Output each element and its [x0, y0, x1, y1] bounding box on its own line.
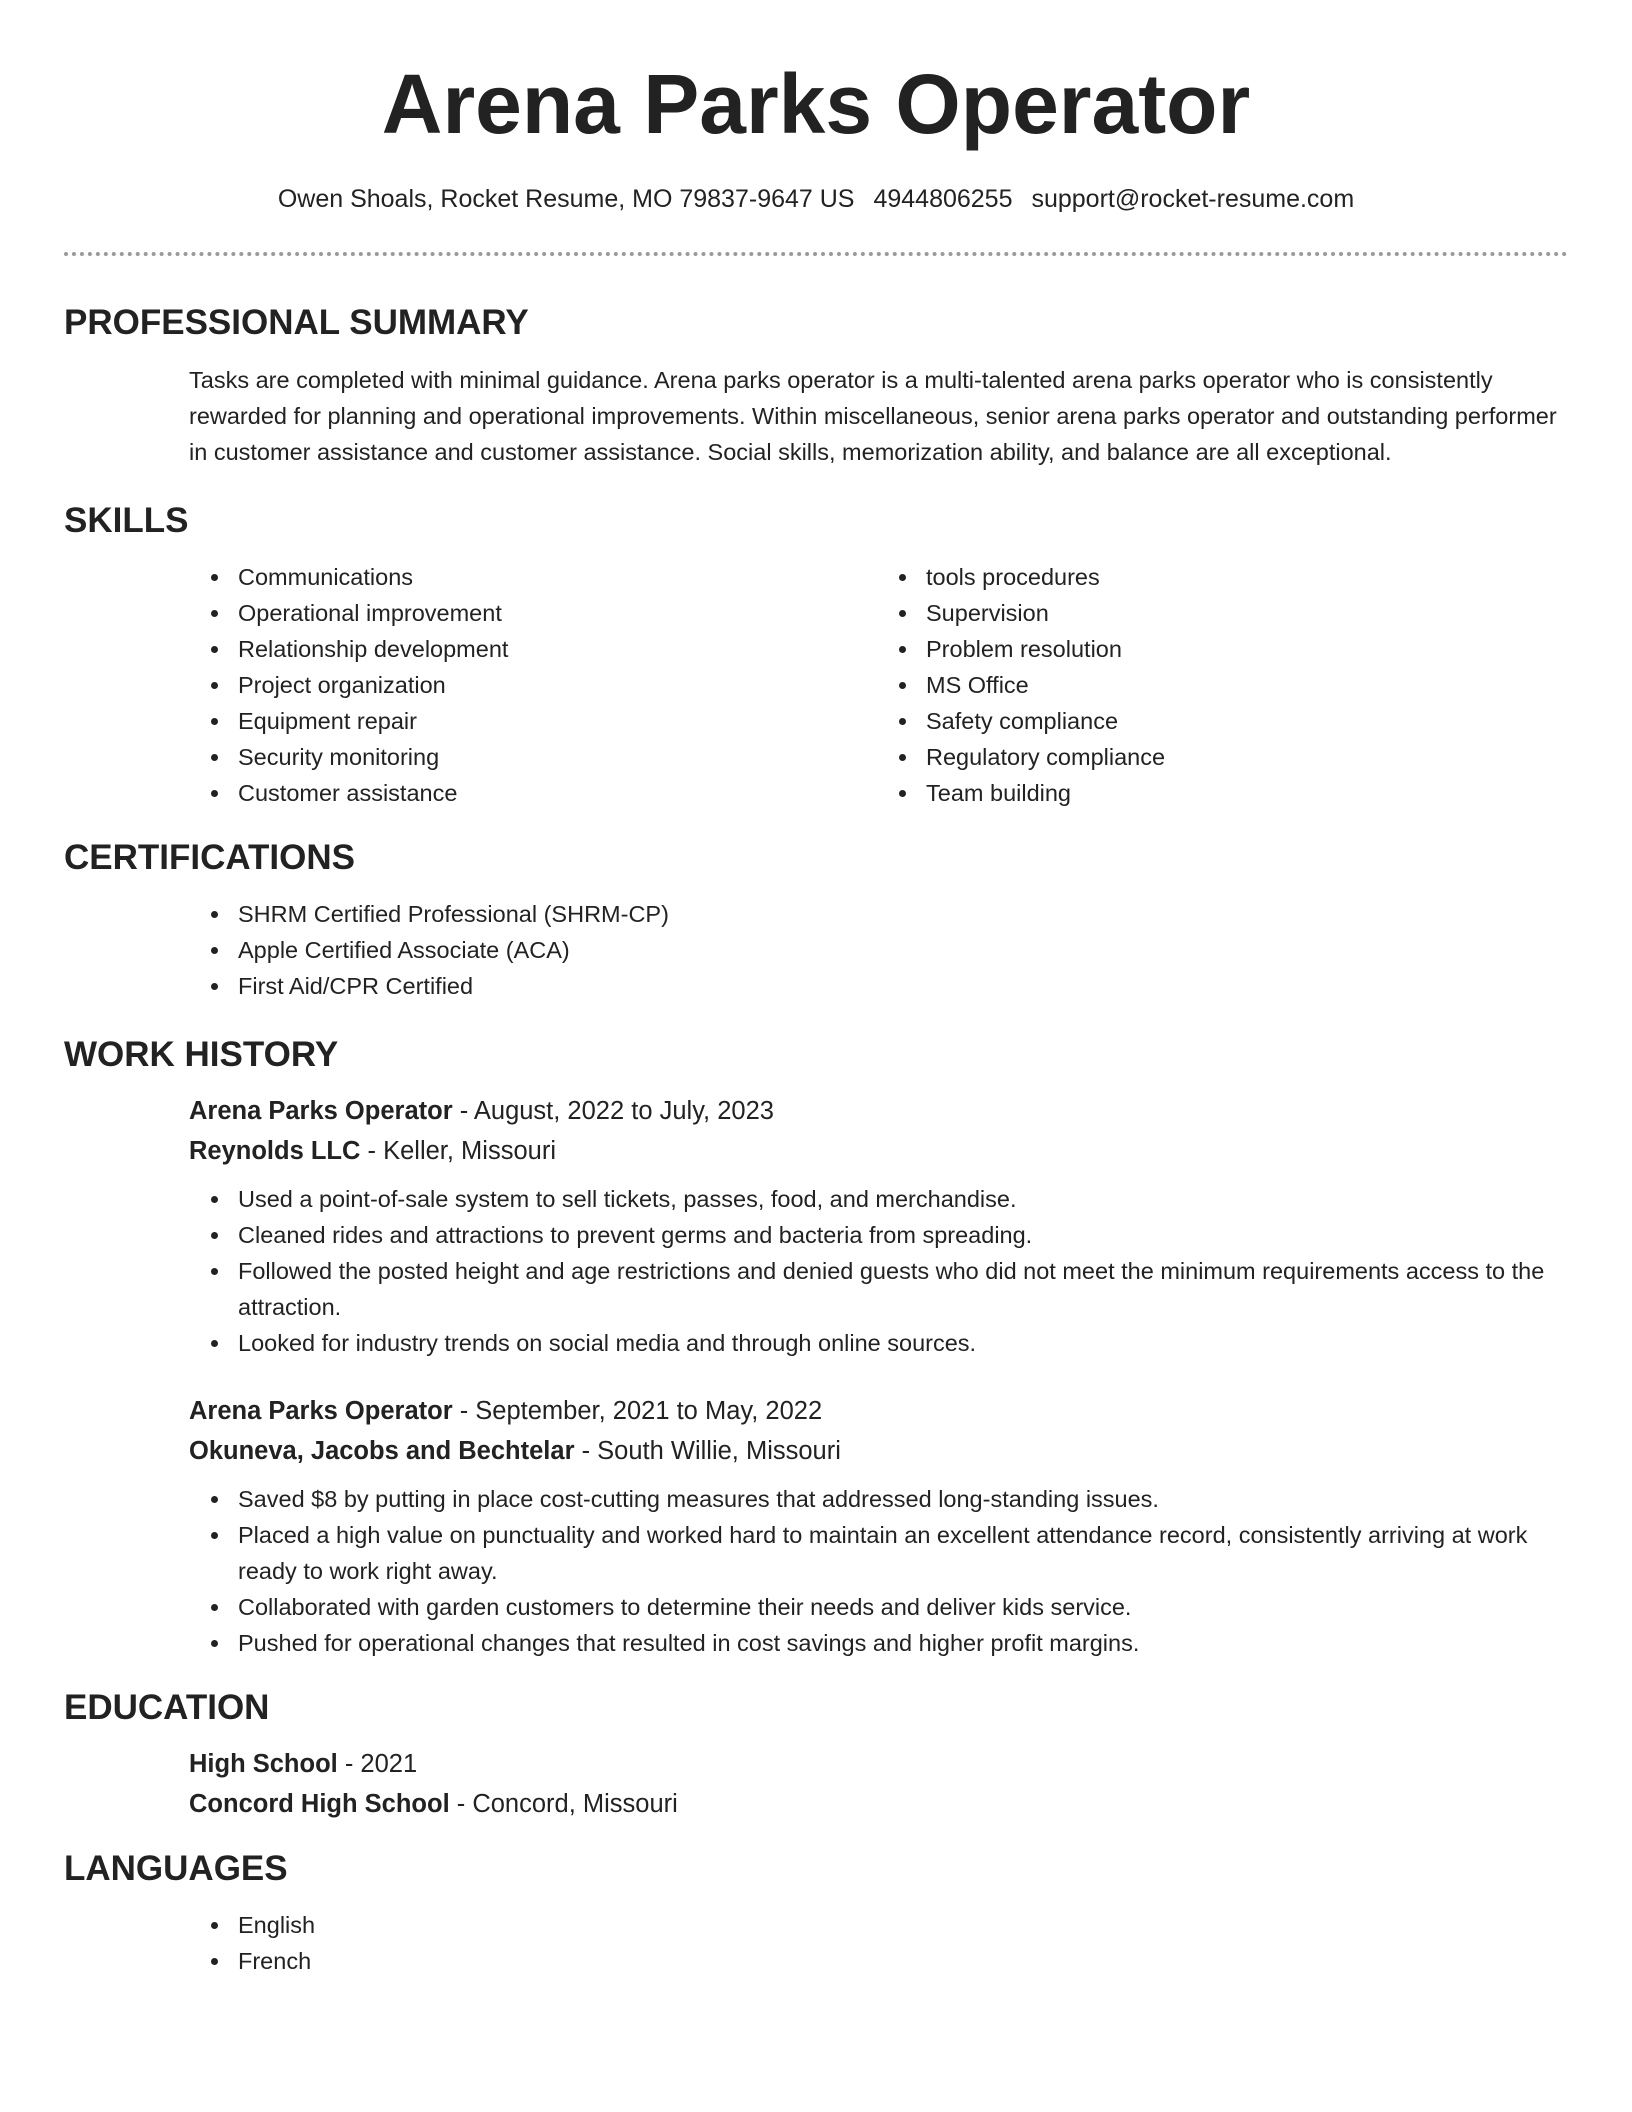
language-item: • French: [232, 1943, 1568, 1979]
skill-item: • Operational improvement: [232, 595, 880, 631]
languages-heading: LANGUAGES: [64, 1849, 288, 1888]
job-bullets: [64, 1481, 1568, 1661]
certification-item: • SHRM Certified Professional (SHRM-CP): [232, 896, 1568, 932]
languages-list: [64, 1907, 1568, 1979]
job-entry: [64, 1091, 1568, 1171]
summary-block: [64, 362, 1568, 470]
skills-column-right: [880, 559, 1568, 811]
job-company-line: [189, 1131, 1568, 1171]
resume-name: Arena Parks Operator: [381, 57, 1251, 151]
education-year: - 2021: [337, 1750, 418, 1778]
skill-item: • tools procedures: [920, 559, 1568, 595]
skills-heading: SKILLS: [64, 501, 189, 540]
job-bullet: • Collaborated with garden customers to determine their needs and deliver kids service.: [232, 1589, 1568, 1625]
job-entry: [64, 1391, 1568, 1471]
contact-phone: 4944806255: [873, 185, 1013, 213]
education-heading: EDUCATION: [64, 1688, 270, 1727]
skills-column-left: [64, 559, 880, 811]
certification-item: • Apple Certified Associate (ACA): [232, 932, 1568, 968]
certifications-heading: CERTIFICATIONS: [64, 838, 356, 877]
job-bullet: • Placed a high value on punctuality and worked hard to maintain an excellent attendance record, consistently arriving at work ready to work right away.: [232, 1517, 1568, 1589]
contact-email: support@rocket-resume.com: [1031, 185, 1355, 213]
skill-item: • Relationship development: [232, 631, 880, 667]
skill-item: • Supervision: [920, 595, 1568, 631]
skill-item: • Communications: [232, 559, 880, 595]
skill-item: • Customer assistance: [232, 775, 880, 811]
education-location: - Concord, Missouri: [449, 1790, 678, 1818]
education-entry: [64, 1744, 1568, 1824]
job-bullet: • Used a point-of-sale system to sell tickets, passes, food, and merchandise.: [232, 1181, 1568, 1217]
education-school-line: [189, 1784, 1568, 1824]
job-location: - Keller, Missouri: [360, 1137, 556, 1165]
job-company-line: [189, 1431, 1568, 1471]
job-location: - South Willie, Missouri: [574, 1437, 841, 1465]
skills-list: [64, 559, 1568, 811]
job-dates: - August, 2022 to July, 2023: [452, 1097, 774, 1125]
skill-item: • Safety compliance: [920, 703, 1568, 739]
certification-item: • First Aid/CPR Certified: [232, 968, 1568, 1004]
job-role: Arena Parks Operator: [189, 1397, 453, 1425]
skill-item: • Problem resolution: [920, 631, 1568, 667]
skill-item: • Regulatory compliance: [920, 739, 1568, 775]
header-divider: [64, 252, 1568, 256]
job-bullet: • Looked for industry trends on social media and through online sources.: [232, 1325, 1568, 1361]
job-bullet: • Saved $8 by putting in place cost-cutting measures that addressed long-standing issues.: [232, 1481, 1568, 1517]
job-dates: - September, 2021 to May, 2022: [452, 1397, 823, 1425]
language-item: • English: [232, 1907, 1568, 1943]
certifications-list: [64, 896, 1568, 1004]
work-history-heading: WORK HISTORY: [64, 1035, 339, 1074]
skill-item: • Team building: [920, 775, 1568, 811]
job-bullets: [64, 1181, 1568, 1361]
skill-item: • Security monitoring: [232, 739, 880, 775]
job-bullet: • Pushed for operational changes that resulted in cost savings and higher profit margins.: [232, 1625, 1568, 1661]
skill-item: • Equipment repair: [232, 703, 880, 739]
job-company: Okuneva, Jacobs and Bechtelar: [189, 1437, 575, 1465]
job-title-line: [189, 1091, 1568, 1131]
education-degree: High School: [189, 1750, 338, 1778]
summary-heading: PROFESSIONAL SUMMARY: [64, 303, 529, 342]
skill-item: • Project organization: [232, 667, 880, 703]
job-title-line: [189, 1391, 1568, 1431]
contact-line: [64, 184, 1568, 214]
summary-text: Tasks are completed with minimal guidance. Arena parks operator is a multi-talented arena parks operator who is consistently rewarded for planning and operational improvements. Within miscellaneous, senior arena parks operator and outstanding performer in customer assistance and customer assistance. Social skills, memorization ability, and balance are all exceptional.: [189, 367, 1557, 465]
skill-item: • MS Office: [920, 667, 1568, 703]
education-degree-line: [189, 1744, 1568, 1784]
job-company: Reynolds LLC: [189, 1137, 361, 1165]
job-bullet: • Followed the posted height and age restrictions and denied guests who did not meet the minimum requirements access to the attraction.: [232, 1253, 1568, 1325]
job-bullet: • Cleaned rides and attractions to prevent germs and bacteria from spreading.: [232, 1217, 1568, 1253]
contact-address: Owen Shoals, Rocket Resume, MO 79837-9647 US: [277, 185, 855, 213]
education-school: Concord High School: [189, 1790, 450, 1818]
job-role: Arena Parks Operator: [189, 1097, 453, 1125]
